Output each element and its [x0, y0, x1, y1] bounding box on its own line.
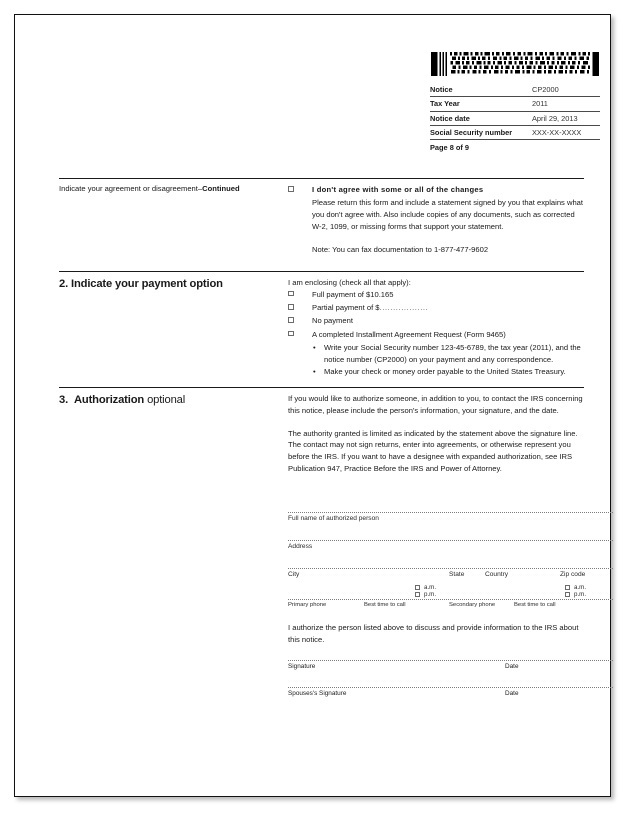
spouse-signature-row[interactable] [288, 687, 613, 714]
table-row [430, 83, 600, 97]
zip-code-label: Zip code [560, 571, 586, 578]
spouse-signature-label: Spouses's Signature [288, 690, 347, 697]
best-time-to-call-1-label: Best time to call [364, 602, 406, 608]
tax-year-label: Tax Year [430, 97, 528, 111]
section-agreement-body [288, 184, 584, 255]
checkbox-icon[interactable] [288, 291, 294, 297]
payment-bullet-1 [288, 342, 584, 366]
section-agreement [59, 178, 584, 267]
payment-intro: I am enclosing (check all that apply): [288, 278, 411, 287]
primary-am-option[interactable] [415, 584, 455, 591]
checkbox-icon[interactable] [415, 592, 420, 597]
payment-bullet-2-text: Make your check or money order payable to the United States Treasury. [324, 367, 566, 377]
ssn-label: Social Security number [430, 125, 528, 139]
checkbox-icon[interactable] [288, 304, 294, 310]
spouse-signature-date-label: Date [505, 690, 519, 697]
signature-date-label: Date [505, 663, 519, 670]
section-payment-title: 2. Indicate your payment option [59, 278, 223, 290]
authorization-paragraph-2: The authority granted is limited as indicated by the statement above the signature line. The contact may not sign returns, enter into agreements, or otherwise represent you before the IRS. If you want to have a designee with expanded authorization, see IRS Publication 947, Practice Before the IRS and Power of Attorney. [288, 428, 578, 473]
option-full-payment[interactable] [288, 289, 584, 301]
notice-date-value: April 29, 2013 [528, 111, 600, 125]
section-authorization-body [288, 393, 584, 475]
checkbox-icon[interactable] [565, 585, 570, 590]
checkbox-icon[interactable] [288, 186, 294, 192]
pdf417-barcode [430, 51, 600, 77]
primary-am-label: a.m. [424, 584, 437, 591]
city-label: City [288, 571, 300, 578]
section-authorization-title [59, 393, 274, 408]
option-installment-agreement-label: A completed Installment Agreement Request (Form 9465) [312, 329, 506, 339]
option-no-payment[interactable] [288, 315, 584, 327]
ssn-value: XXX-XX-XXXX [528, 125, 600, 139]
authorization-paragraph-1: If you would like to authorize someone, in addition to you, to contact the IRS concerning this notice, please include the person's information, your signature, and the date. [288, 394, 583, 415]
disagree-paragraph: Please return this form and include a statement signed by you that explains what you don't agree with. Also include copies of any documents, such as corrected W-2, 1099, or missing forms that support your statement. [312, 198, 583, 231]
bullet-icon: • [313, 367, 316, 377]
tax-year-value: 2011 [528, 97, 600, 111]
section-authorization-title-optional: optional [147, 394, 186, 406]
address-label: Address [288, 543, 313, 550]
option-installment-agreement[interactable] [288, 329, 584, 341]
disagree-checkbox-label: I don't agree with some or all of the changes [312, 185, 484, 194]
signature-block [288, 660, 613, 714]
page-number-label: Page 8 of 9 [430, 143, 470, 152]
notice-date-label: Notice date [430, 111, 528, 125]
signature-label: Signature [288, 663, 316, 670]
option-full-payment-label: Full payment of $10.165 [312, 289, 394, 299]
table-row [430, 140, 600, 155]
full-name-field[interactable] [288, 512, 613, 540]
secondary-pm-label: p.m. [574, 591, 587, 598]
authorized-person-fields [288, 512, 613, 614]
authorize-statement: I authorize the person listed above to discuss and provide information to the IRS about this notice. [288, 623, 579, 644]
section-payment-option [59, 271, 584, 378]
payment-bullet-2 [288, 366, 584, 378]
primary-phone-ampm-group[interactable] [415, 584, 455, 598]
signature-row[interactable] [288, 660, 613, 687]
secondary-pm-option[interactable] [565, 591, 605, 598]
primary-pm-label: p.m. [424, 591, 437, 598]
notice-value: CP2000 [528, 83, 600, 97]
disagree-checkbox-row[interactable] [288, 184, 584, 196]
payment-bullet-1-text: Write your Social Security number 123-45-6789, the tax year (2011), and the notice number (CP2000) on your payment and any correspondence. [324, 342, 581, 364]
section-agreement-title-bold: Continued [202, 184, 240, 193]
checkbox-icon[interactable] [288, 317, 294, 323]
section-authorization [59, 387, 584, 492]
section-authorization-title-bold: Authorization [73, 394, 145, 406]
section-agreement-title [59, 184, 274, 194]
secondary-am-label: a.m. [574, 584, 587, 591]
section-payment-body [288, 277, 584, 378]
table-row [430, 111, 600, 125]
notice-label: Notice [430, 83, 528, 97]
option-partial-payment-label: Partial payment of $ [312, 303, 380, 313]
fax-note: Note: You can fax documentation to 1-877-477-9602 [312, 244, 489, 254]
notice-summary-table [430, 83, 600, 154]
notice-header-block [430, 51, 600, 154]
section-authorization-number: 3. [59, 394, 69, 406]
state-label: State [449, 571, 465, 578]
primary-phone-label: Primary phone [288, 602, 327, 608]
phone-fields-row[interactable] [288, 599, 613, 614]
checkbox-icon[interactable] [288, 331, 294, 337]
city-state-country-zip-field[interactable] [288, 568, 613, 599]
document-page [14, 14, 611, 797]
bullet-icon: • [313, 342, 316, 352]
table-row [430, 125, 600, 139]
secondary-phone-label: Secondary phone [449, 602, 496, 608]
option-no-payment-label: No payment [312, 316, 353, 326]
section-agreement-title-plain: Indicate your agreement or disagreement– [59, 184, 203, 193]
option-partial-payment[interactable] [288, 302, 584, 314]
best-time-to-call-2-label: Best time to call [514, 602, 556, 608]
full-name-label: Full name of authorized person [288, 515, 379, 522]
checkbox-icon[interactable] [415, 585, 420, 590]
checkbox-icon[interactable] [565, 592, 570, 597]
primary-pm-option[interactable] [415, 591, 455, 598]
table-row [430, 97, 600, 111]
partial-payment-dotted-fill: .................. [379, 303, 429, 313]
address-field[interactable] [288, 540, 613, 568]
secondary-am-option[interactable] [565, 584, 605, 591]
secondary-phone-ampm-group[interactable] [565, 584, 605, 598]
country-label: Country [485, 571, 509, 578]
